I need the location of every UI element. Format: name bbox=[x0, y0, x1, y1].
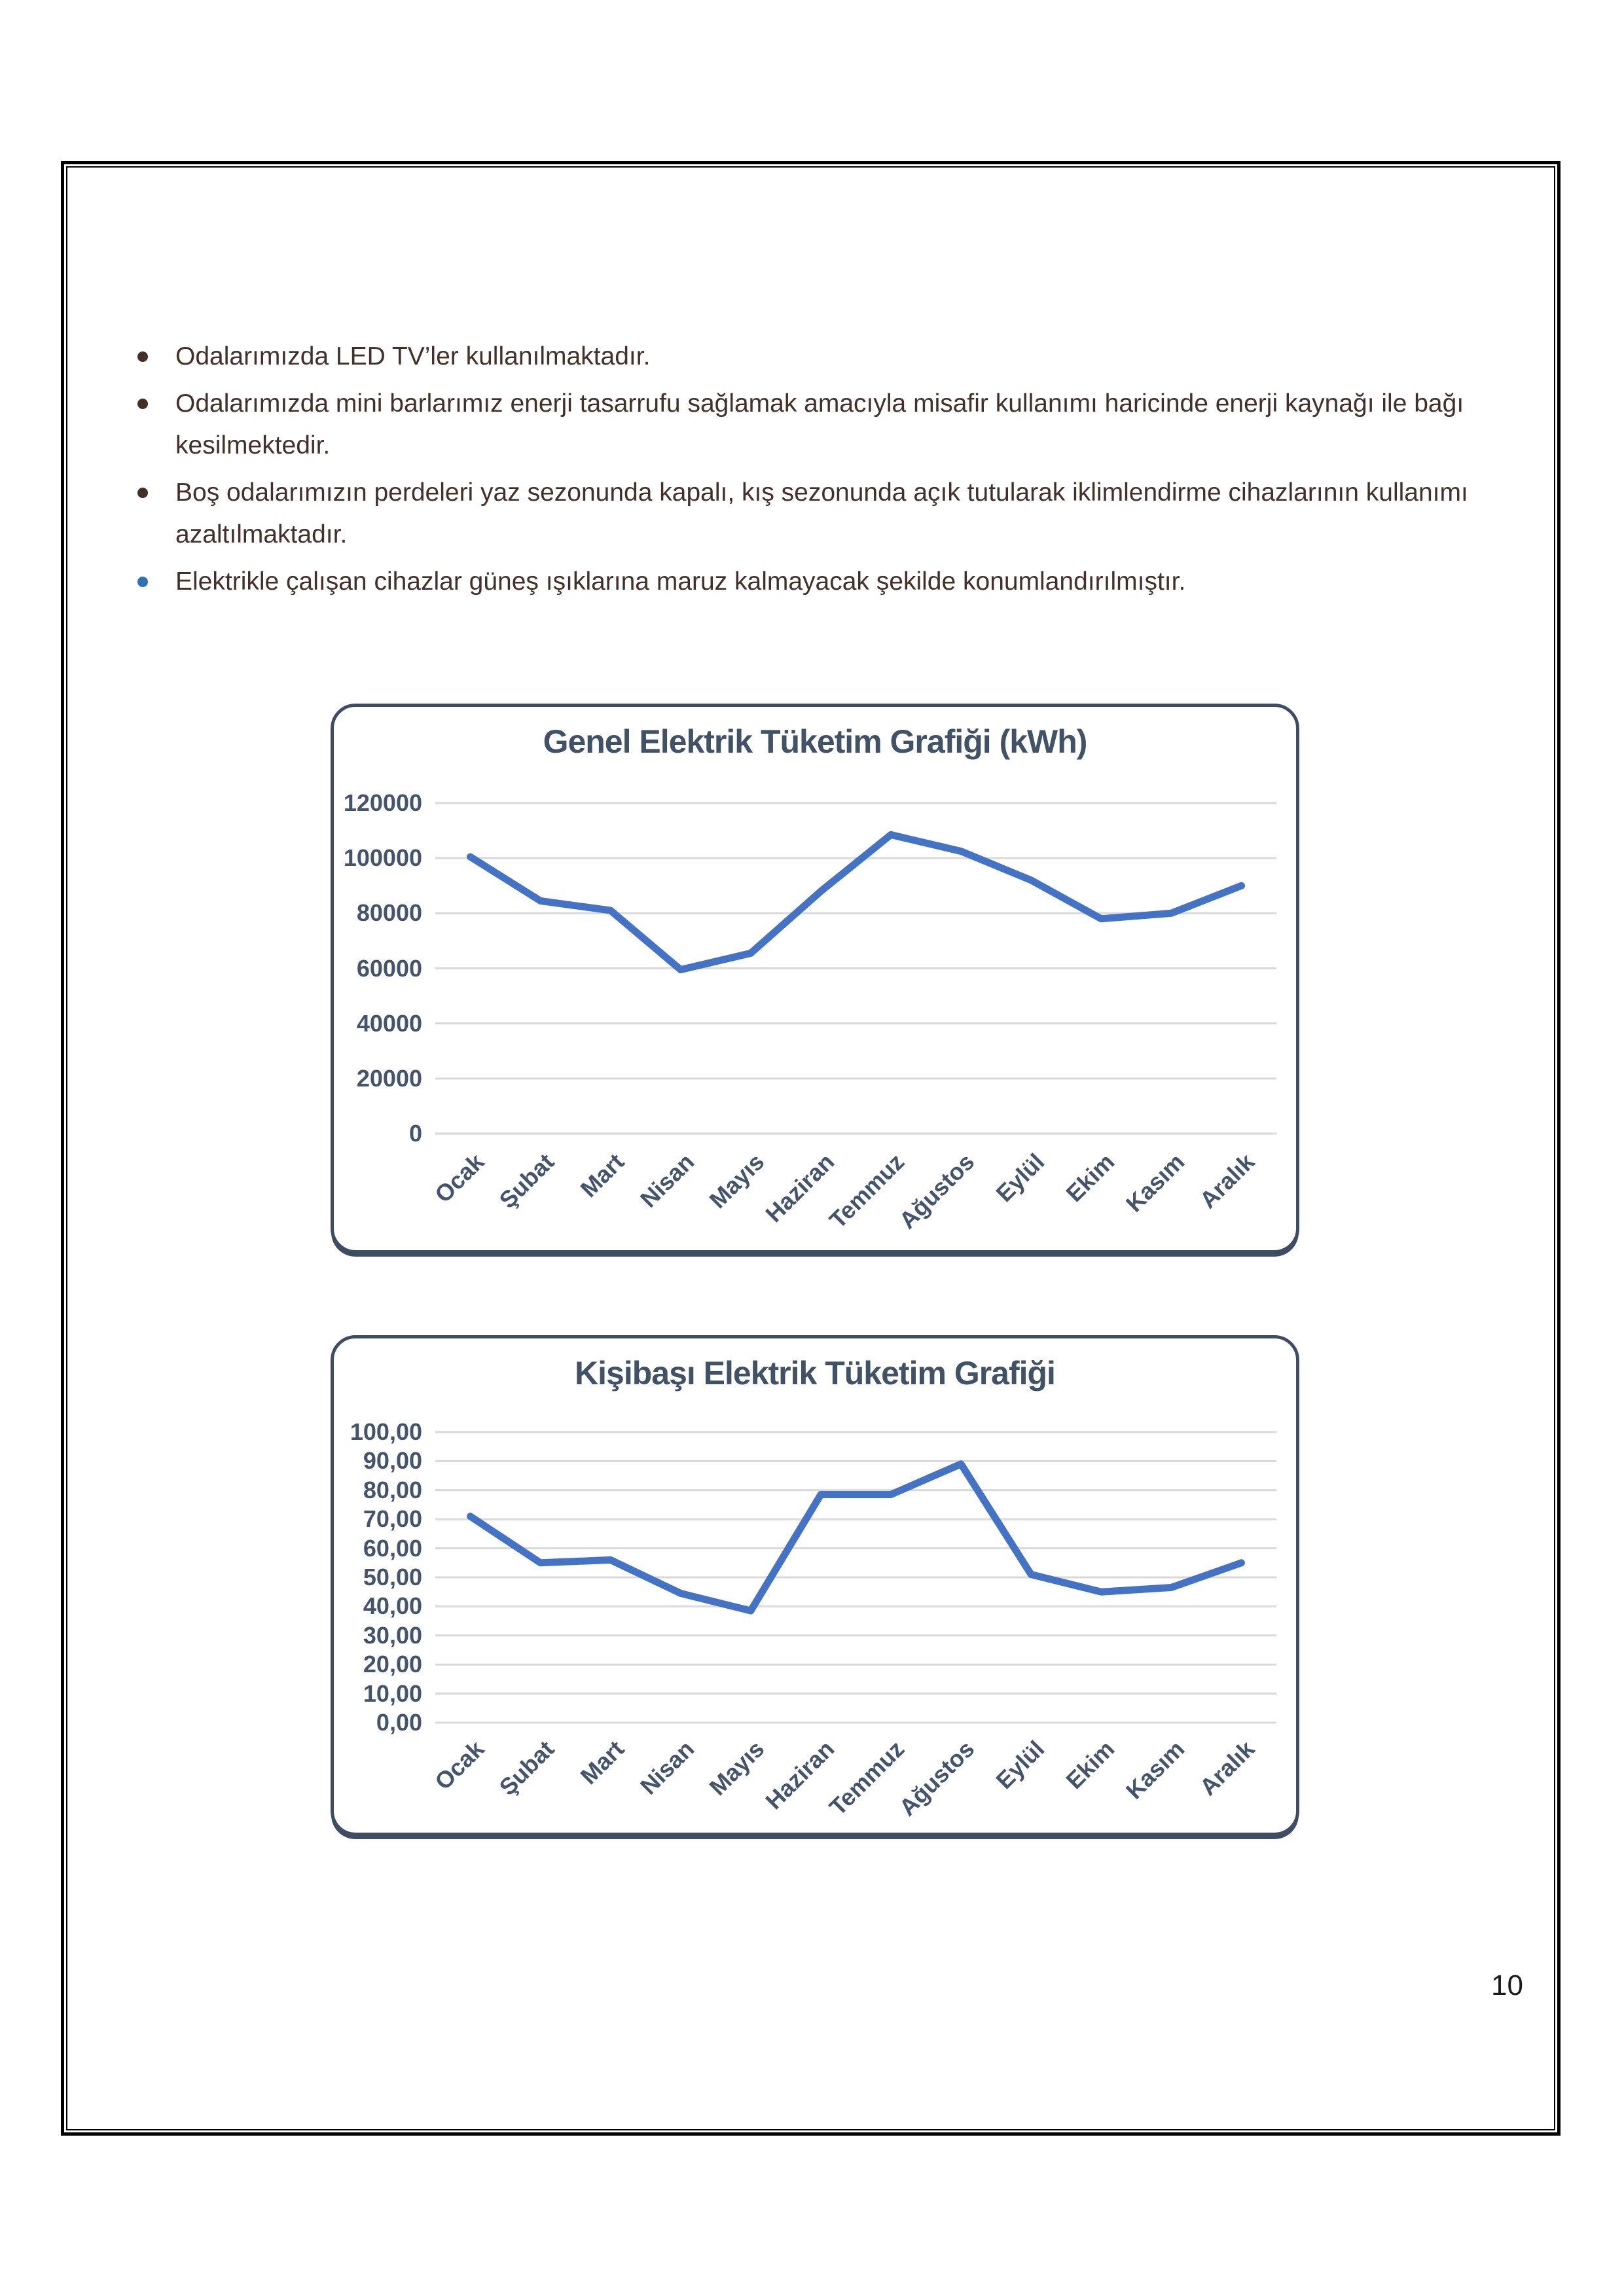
series-line bbox=[471, 834, 1242, 969]
chart-per-person-electric-consumption bbox=[331, 1335, 1299, 1836]
x-axis-tick-label: Nisan bbox=[634, 1735, 700, 1800]
x-axis-tick-label: Ocak bbox=[429, 1148, 489, 1208]
x-axis-tick-label: Ekim bbox=[1060, 1148, 1120, 1208]
y-axis-tick-label: 50,00 bbox=[363, 1564, 422, 1590]
bullet-marker-icon bbox=[137, 577, 148, 587]
y-axis-tick-label: 20000 bbox=[356, 1064, 422, 1092]
bullet-marker-icon bbox=[137, 488, 148, 498]
bullet-text: Elektrikle çalışan cihazlar güneş ışıklarına maruz kalmayacak şekilde konumlandırılmıştır. bbox=[175, 567, 1186, 596]
x-axis-tick-label: Mart bbox=[575, 1735, 629, 1790]
x-axis-tick-label: Şubat bbox=[494, 1148, 559, 1214]
y-axis-tick-label: 100000 bbox=[343, 844, 422, 872]
y-axis-tick-label: 60000 bbox=[356, 954, 422, 982]
y-axis-tick-label: 80000 bbox=[356, 899, 422, 927]
y-axis-tick-label: 100,00 bbox=[350, 1418, 422, 1445]
x-axis-tick-label: Ocak bbox=[429, 1735, 489, 1795]
x-axis-tick-label: Temmuz bbox=[823, 1148, 910, 1234]
x-axis-tick-label: Nisan bbox=[634, 1148, 700, 1213]
x-axis-tick-label: Temmuz bbox=[823, 1735, 910, 1821]
y-axis-tick-label: 40,00 bbox=[363, 1592, 422, 1620]
y-axis-tick-label: 20,00 bbox=[363, 1651, 422, 1678]
y-axis-tick-label: 10,00 bbox=[363, 1679, 422, 1707]
chart-title: Kişibaşı Elektrik Tüketim Grafiği bbox=[575, 1355, 1055, 1391]
x-axis-tick-label: Mayıs bbox=[704, 1148, 770, 1214]
x-axis-tick-label: Şubat bbox=[494, 1735, 559, 1801]
x-axis-tick-label: Aralık bbox=[1194, 1148, 1260, 1214]
series-line bbox=[471, 1464, 1242, 1611]
chart-title: Genel Elektrik Tüketim Grafiği (kWh) bbox=[543, 723, 1087, 760]
x-axis-tick-label: Haziran bbox=[760, 1735, 840, 1815]
y-axis-tick-label: 80,00 bbox=[363, 1476, 422, 1503]
bullet-text: Boş odalarımızın perdeleri yaz sezonunda kapalı, kış sezonunda açık tutularak iklimlendirme cihazlarının kullanımı azaltılmaktadır. bbox=[175, 478, 1468, 548]
x-axis-tick-label: Haziran bbox=[760, 1148, 840, 1228]
y-axis-tick-label: 0 bbox=[408, 1120, 422, 1147]
x-axis-tick-label: Eylül bbox=[990, 1148, 1050, 1208]
chart-general-electric-consumption bbox=[331, 704, 1299, 1253]
list-item bbox=[137, 472, 1545, 556]
list-item bbox=[137, 336, 1545, 378]
page-number: 10 bbox=[1491, 1969, 1523, 2001]
bullet-text: Odalarımızda mini barlarımız enerji tasarrufu sağlamak amacıyla misafir kullanımı haricinde enerji kaynağı ile bağı kesilmektedir. bbox=[175, 389, 1464, 459]
x-axis-tick-label: Kasım bbox=[1121, 1148, 1190, 1217]
bullet-text: Odalarımızda LED TV’ler kullanılmaktadır. bbox=[175, 342, 651, 370]
y-axis-tick-label: 90,00 bbox=[363, 1447, 422, 1475]
page-border-frame bbox=[61, 161, 1561, 2136]
list-item bbox=[137, 383, 1545, 467]
x-axis-tick-label: Ağustos bbox=[893, 1148, 980, 1234]
list-item bbox=[137, 561, 1545, 603]
x-axis-tick-label: Ağustos bbox=[893, 1735, 980, 1821]
bullet-marker-icon bbox=[137, 351, 148, 362]
x-axis-tick-label: Mayıs bbox=[704, 1735, 770, 1801]
y-axis-tick-label: 0,00 bbox=[376, 1709, 422, 1736]
y-axis-tick-label: 70,00 bbox=[363, 1505, 422, 1533]
x-axis-tick-label: Aralık bbox=[1194, 1735, 1260, 1801]
x-axis-tick-label: Mart bbox=[575, 1148, 629, 1203]
y-axis-tick-label: 40000 bbox=[356, 1009, 422, 1037]
x-axis-tick-label: Eylül bbox=[990, 1735, 1050, 1795]
y-axis-tick-label: 120000 bbox=[343, 789, 422, 816]
y-axis-tick-label: 30,00 bbox=[363, 1621, 422, 1649]
x-axis-tick-label: Ekim bbox=[1060, 1735, 1120, 1795]
bullet-marker-icon bbox=[137, 399, 148, 409]
bullet-list bbox=[137, 336, 1545, 608]
y-axis-tick-label: 60,00 bbox=[363, 1534, 422, 1562]
x-axis-tick-label: Kasım bbox=[1121, 1735, 1190, 1804]
